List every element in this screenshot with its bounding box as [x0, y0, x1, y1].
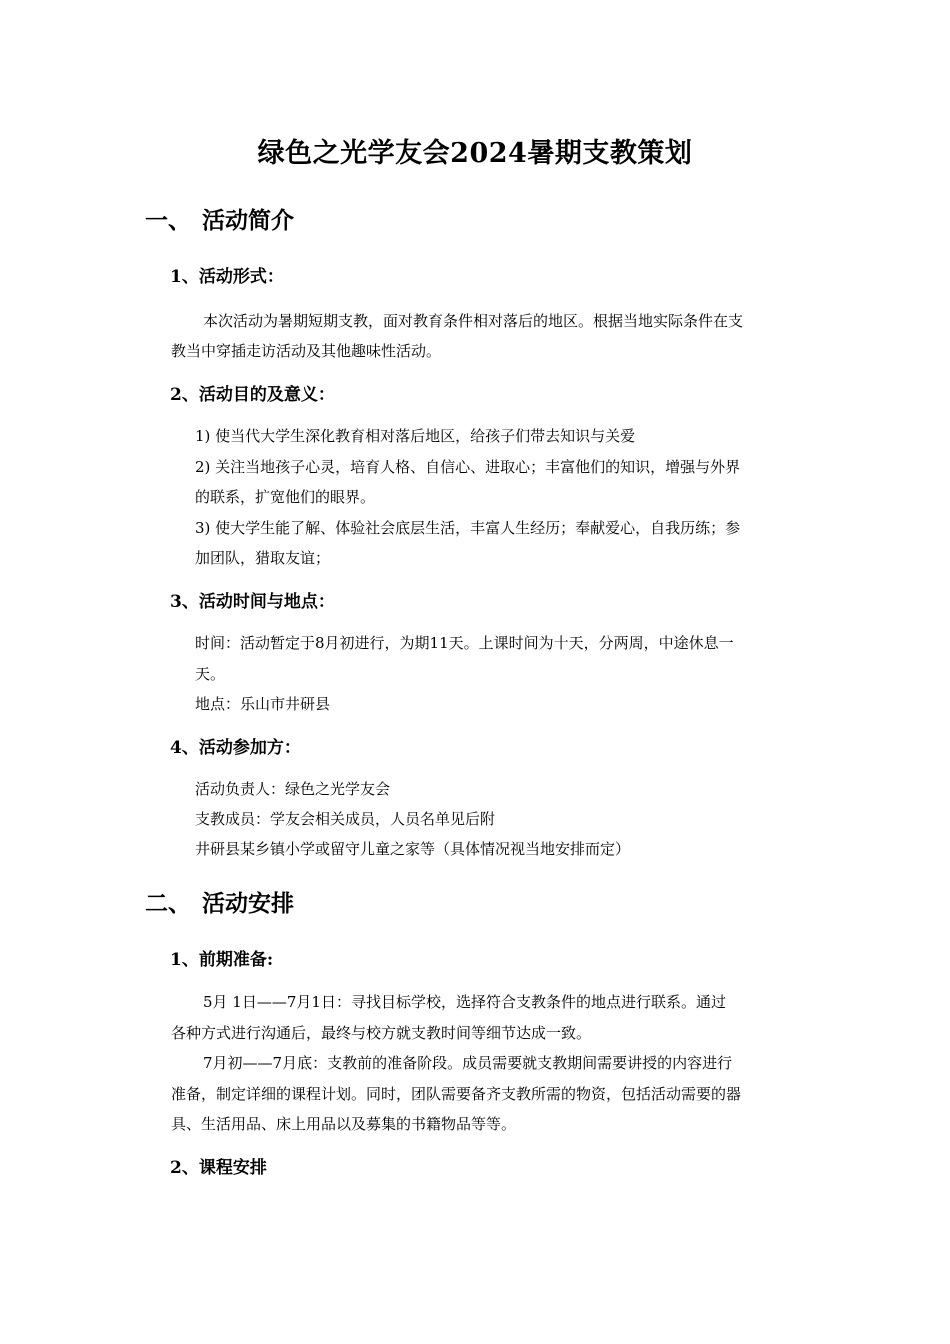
list-item-continuation: 加团队，猎取友谊； [195, 549, 331, 567]
section-title: 活动简介 [202, 207, 294, 234]
subsection-heading: 1、前期准备: [170, 950, 274, 970]
list-item: 1) 使当代大学生深化教育相对落后地区，给孩子们带去知识与关爱 [195, 427, 636, 445]
subsection-heading: 2、活动目的及意义： [170, 385, 335, 405]
list-item-continuation: 的联系，扩宽他们的眼界。 [195, 488, 376, 506]
paragraph-line: 地点：乐山市井研县 [195, 695, 331, 713]
paragraph-line: 井研县某乡镇小学或留守儿童之家等（具体情况视当地安排而定） [195, 840, 631, 858]
subsection-heading: 1、活动形式： [170, 267, 284, 287]
section-heading-2 [145, 887, 294, 921]
section-title: 活动安排 [202, 890, 294, 917]
paragraph-line: 支教成员：学友会相关成员，人员名单见后附 [195, 810, 496, 828]
paragraph-line: 天。 [195, 665, 226, 683]
paragraph-line: 本次活动为暑期短期支教，面对教育条件相对落后的地区。根据当地实际条件在支 [203, 312, 744, 330]
subsection-heading: 2、课程安排 [170, 1158, 267, 1178]
paragraph-line: 教当中穿插走访活动及其他趣味性活动。 [171, 342, 442, 360]
paragraph-line: 7月初——7月底：支教前的准备阶段。成员需要就支教期间需要讲授的内容进行 [203, 1054, 733, 1072]
list-item: 3) 使大学生能了解、体验社会底层生活，丰富人生经历；奉献爱心，自我历练；参 [195, 519, 741, 537]
paragraph-line: 时间：活动暂定于8月初进行，为期11天。上课时间为十天，分两周，中途休息一 [195, 634, 734, 652]
list-item: 2) 关注当地孩子心灵，培育人格、自信心、进取心；丰富他们的知识，增强与外界 [195, 458, 741, 476]
section-number: 二、 [145, 890, 191, 917]
document-title: 绿色之光学友会2024暑期支教策划 [257, 138, 693, 169]
paragraph-line: 5月 1日——7月1日：寻找目标学校，选择符合支教条件的地点进行联系。通过 [203, 993, 726, 1011]
section-heading-1 [145, 204, 294, 238]
subsection-heading: 4、活动参加方： [170, 738, 301, 758]
subsection-heading: 3、活动时间与地点： [170, 592, 335, 612]
paragraph-line: 各种方式进行沟通后，最终与校方就支教时间等细节达成一致。 [171, 1024, 592, 1042]
paragraph-line: 准备，制定详细的课程计划。同时，团队需要备齐支教所需的物资，包括活动需要的器 [171, 1085, 742, 1103]
paragraph-line: 具、生活用品、床上用品以及募集的书籍物品等等。 [171, 1115, 517, 1133]
section-number: 一、 [145, 207, 191, 234]
paragraph-line: 活动负责人：绿色之光学友会 [195, 780, 391, 798]
